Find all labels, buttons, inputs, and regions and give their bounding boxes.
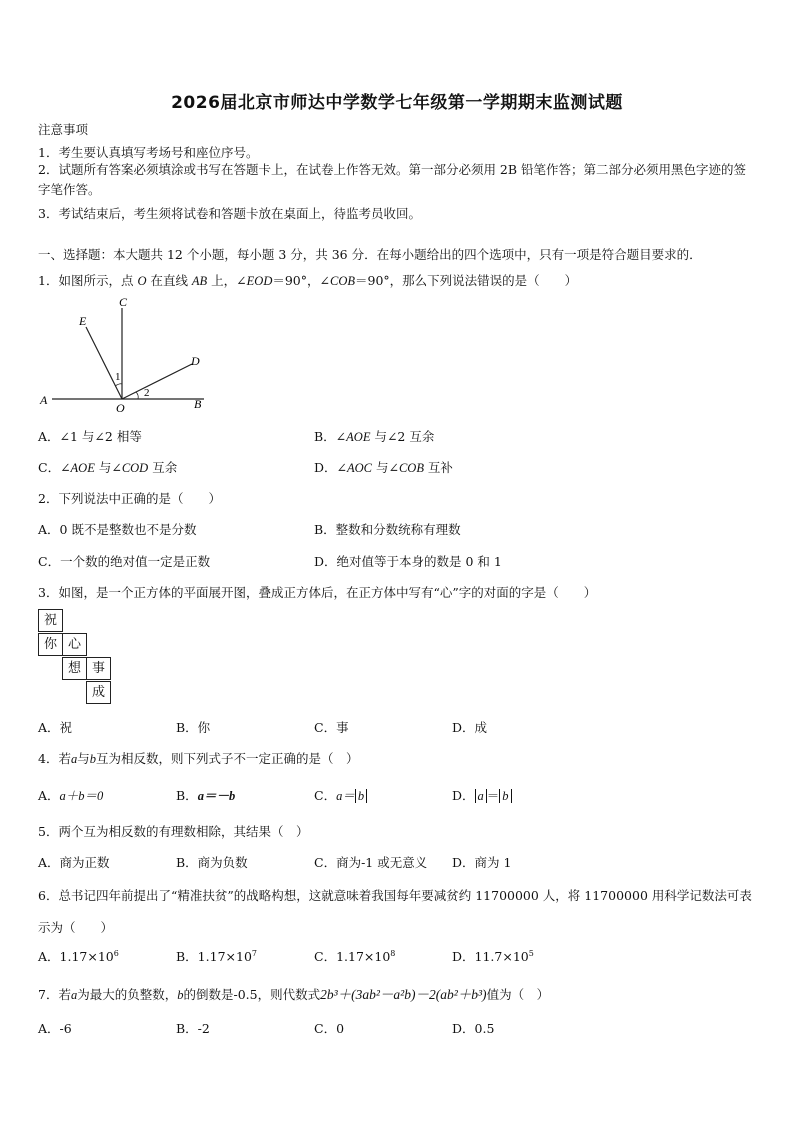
question-2-stem: 2．下列说法中正确的是（ ） <box>38 491 221 506</box>
cube-face-xin: 心 <box>62 633 87 656</box>
q7-option-b[interactable]: B．-2 <box>176 1021 210 1036</box>
ray-oe <box>86 327 122 399</box>
q3-option-a[interactable]: A．祝 <box>38 720 73 735</box>
notice-heading: 注意事项 <box>38 122 89 137</box>
question-4-stem: 4．若a与b互为相反数，则下列式子不一定正确的是（ ） <box>38 751 359 766</box>
question-5-stem: 5．两个互为相反数的有理数相除，其结果（ ） <box>38 824 309 839</box>
cube-face-shi: 事 <box>86 657 111 680</box>
cube-face-ni: 你 <box>38 633 63 656</box>
q5-option-c[interactable]: C．商为-1 或无意义 <box>314 855 428 870</box>
cube-net-figure <box>38 609 128 709</box>
angle-1-arc <box>115 384 122 386</box>
cube-face-zhu: 祝 <box>38 609 63 632</box>
q1-option-d[interactable]: D．∠AOC 与∠COB 互补 <box>314 460 453 475</box>
q4-option-c[interactable]: C．a＝ b <box>314 786 367 804</box>
label-e: E <box>79 314 87 328</box>
q2-option-a[interactable]: A．0 既不是整数也不是分数 <box>38 522 197 537</box>
section-heading: 一、选择题：本大题共 12 个小题，每小题 3 分，共 36 分．在每小题给出的四个选项中，只有一项是符合题目要求的． <box>38 247 702 262</box>
q2-option-d[interactable]: D．绝对值等于本身的数是 0 和 1 <box>314 554 502 569</box>
angle-2-arc <box>136 392 138 399</box>
q3-option-d[interactable]: D．成 <box>452 720 488 735</box>
q3-option-c[interactable]: C．事 <box>314 720 349 735</box>
q6-option-d[interactable]: D．$11.7\times 10^5$ <box>452 948 534 964</box>
q6-option-b[interactable]: B．$1.17\times 10^7$ <box>176 948 257 964</box>
q5-option-a[interactable]: A．商为正数 <box>38 855 110 870</box>
label-a: A <box>40 393 48 407</box>
q5-option-d[interactable]: D．商为 1 <box>452 855 512 870</box>
q4-option-a[interactable]: A．a＋b＝0 <box>38 788 104 803</box>
question-7-stem: 7．若a为最大的负整数，b的倒数是-0.5，则代数式2b³＋(3ab²－a²b)－2(ab²＋b³)值为（ ） <box>38 987 550 1002</box>
q2-option-b[interactable]: B．整数和分数统称有理数 <box>314 522 461 537</box>
q2-option-c[interactable]: C．一个数的绝对值一定是正数 <box>38 554 211 569</box>
angle-figure <box>36 294 216 414</box>
notice-item-2: 2．试题所有答案必须填涂或书写在答题卡上，在试卷上作答无效。第一部分必须用 2B 铅笔作答；第二部分必须用黑色字迹的签字笔作答。 <box>38 162 747 197</box>
q5-option-b[interactable]: B．商为负数 <box>176 855 248 870</box>
page-title: 2026届北京市师达中学数学七年级第一学期期末监测试题 <box>171 93 623 113</box>
label-o: O <box>116 401 125 414</box>
q7-option-a[interactable]: A．-6 <box>38 1021 72 1036</box>
q6-option-a[interactable]: A．$1.17\times 10^6$ <box>38 948 119 964</box>
q3-option-b[interactable]: B．你 <box>176 720 211 735</box>
algebraic-expression: 2b³＋(3ab²－a²b)－2(ab²＋b³) <box>320 987 487 1002</box>
cube-face-cheng: 成 <box>86 681 111 704</box>
q6-option-c[interactable]: C．$1.17\times 10^8$ <box>314 948 396 964</box>
label-c: C <box>119 295 128 309</box>
question-6-stem: 6．总书记四年前提出了“精准扶贫”的战略构想，这就意味着我国每年要减贫约 11700000 人，将 11700000 用科学记数法可表示为（ ） <box>38 888 752 935</box>
q1-option-b[interactable]: B．∠AOE 与∠2 互余 <box>314 429 435 444</box>
question-1-stem: 1．如图所示，点 O 在直线 AB 上，∠EOD＝90°，∠COB＝90°，那么下列说法错误的是（ ） <box>38 273 578 288</box>
cube-face-xiang: 想 <box>62 657 87 680</box>
notice-item-1: 1．考生要认真填写考场号和座位序号。 <box>38 145 259 160</box>
label-b: B <box>194 397 202 411</box>
label-angle-2: 2 <box>144 387 150 399</box>
q1-option-c[interactable]: C．∠AOE 与∠COD 互余 <box>38 460 178 475</box>
q4-option-b[interactable]: B．a＝－b <box>176 788 236 803</box>
label-d: D <box>191 354 200 368</box>
label-angle-1: 1 <box>115 371 121 383</box>
question-3-stem: 3．如图，是一个正方体的平面展开图，叠成正方体后，在正方体中写有“心”字的对面的字是（ ） <box>38 585 597 600</box>
q1-option-a[interactable]: A．∠1 与∠2 相等 <box>38 429 142 444</box>
q7-option-c[interactable]: C．0 <box>314 1021 345 1036</box>
notice-item-3: 3．考试结束后，考生须将试卷和答题卡放在桌面上，待监考员收回。 <box>38 206 421 221</box>
q4-option-d[interactable]: D． a ＝ b <box>452 786 512 804</box>
ray-od <box>122 364 192 399</box>
q7-option-d[interactable]: D．0.5 <box>452 1021 495 1036</box>
